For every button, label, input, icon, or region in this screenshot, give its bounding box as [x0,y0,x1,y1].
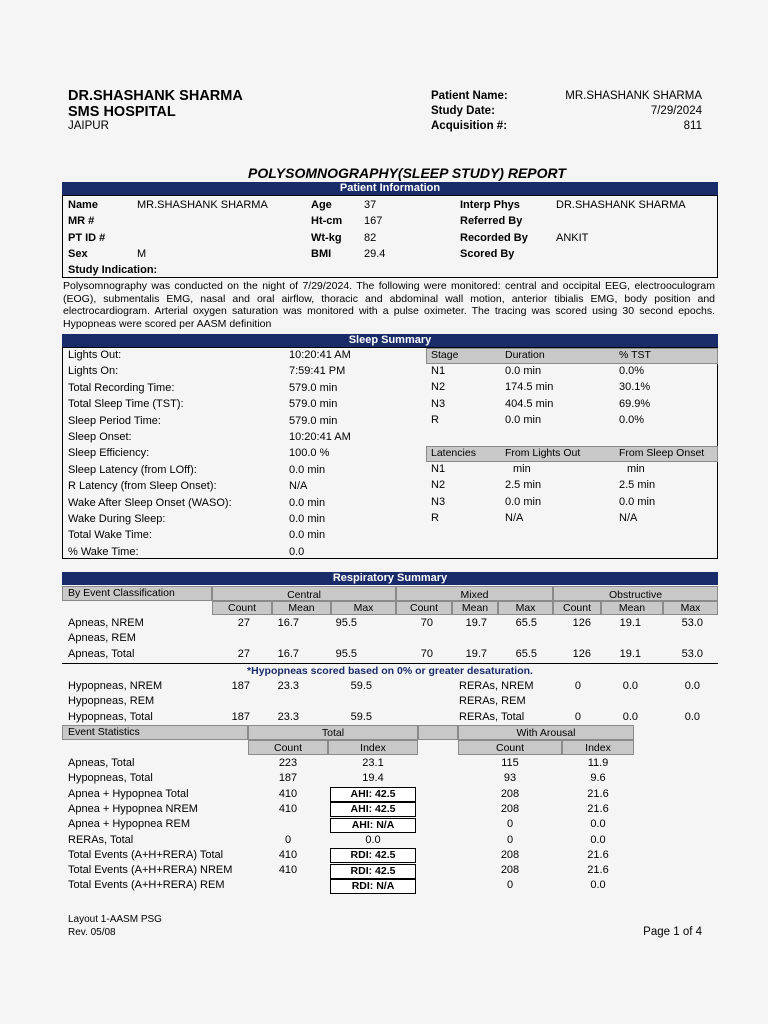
hypopnea-cell: 23.3 [277,680,299,692]
event-subheader: Count [396,601,452,615]
arousal-index-header: Index [562,740,634,755]
stat-count: 223 [278,757,298,769]
sleep-metric-label: Sleep Period Time: [68,414,161,427]
interp-value: DR.SHASHANK SHARMA [556,199,686,211]
arousal-index: 0.0 [590,818,606,831]
stat-row-label: Apnea + Hypopnea NREM [68,802,198,815]
stat-count: 410 [278,787,298,800]
wt-value: 82 [364,232,377,244]
study-narrative: Polysomnography was conducted on the night of 7/29/2024. The following were monitored: central and occipital EEG, electrooculogram (EOG), submentalis EMG, nasal and oral airflow, thoracic and abdominal wall motion, anterior tibialis EMG, body position and electrocardiogram. Arterial oxygen saturation was monitored with a pulse oximeter. The tracing was scored using 30 second epochs. Hypopneas were scored per AASM definition [63,280,715,330]
apnea-cell: 19.1 [619,647,641,660]
sleep-metric-label: Total Wake Time: [68,529,152,542]
arousal-count: 0 [506,879,514,892]
footer-layout: Layout 1-AASM PSG [68,914,162,925]
apnea-cell: 65.5 [515,617,537,629]
scored-label: Scored By [460,248,515,260]
wt-label: Wt-kg [311,232,342,244]
rera-row-label: RERAs, NREM [459,680,534,692]
latency-cell: min [513,463,531,475]
stage-cell: N3 [431,397,446,410]
stage-header: Duration [505,349,545,361]
arousal-index: 0.0 [590,833,606,846]
event-group-header: Obstructive [553,586,718,601]
apnea-row-label: Apneas, Total [68,647,135,660]
stage-cell: 0.0% [619,365,645,377]
referred-label: Referred By [460,215,523,227]
latency-header: From Sleep Onset [619,447,705,459]
patient-name-value: MR.SHASHANK SHARMA [565,90,702,102]
stat-row-label: Total Events (A+H+RERA) REM [68,879,225,892]
latency-cell: N2 [431,479,446,492]
sleep-metric-value: 0.0 [289,545,305,558]
event-subheader: Mean [452,601,498,615]
acquisition-label: Acquisition #: [431,120,508,132]
city: JAIPUR [68,120,109,132]
ptid-label: PT ID # [68,232,106,244]
sleep-metric-label: Total Recording Time: [68,381,175,394]
index-box: RDI: 42.5 [330,864,416,879]
apnea-cell: 95.5 [335,647,357,660]
apnea-cell: 65.5 [515,647,537,660]
sleep-metric-label: Sleep Efficiency: [68,447,150,460]
stage-cell: 404.5 min [505,397,554,410]
stage-cell: 0.0 min [505,365,542,377]
footer-rev: Rev. 05/08 [68,927,116,938]
page-number: Page 1 of 4 [643,926,702,938]
hypopnea-cell: 187 [231,710,250,723]
latency-cell: N3 [431,495,446,508]
rera-cell: 0 [574,680,581,692]
event-group-header: Mixed [396,586,553,601]
recorded-value: ANKIT [556,232,589,244]
arousal-index: 21.6 [587,864,609,877]
name-value: MR.SHASHANK SHARMA [137,199,268,211]
event-subheader: Count [212,601,272,615]
sleep-metric-value: 0.0 min [289,529,326,542]
respiratory-summary-bar: Respiratory Summary [62,572,718,585]
event-subheader: Max [331,601,396,615]
latency-cell: R [431,512,439,525]
sleep-metric-label: Sleep Latency (from LOff): [68,463,197,476]
rera-cell: 0 [574,710,581,723]
age-value: 37 [364,199,377,211]
stat-row-label: RERAs, Total [68,833,134,846]
apnea-cell: 19.1 [619,617,641,629]
apnea-cell: 70 [420,617,433,629]
index-header: Index [328,740,418,755]
latency-cell: min [627,463,645,475]
stat-index: 23.1 [362,757,384,769]
stat-row-label: Apnea + Hypopnea REM [68,818,190,831]
index-box: AHI: 42.5 [330,802,416,817]
acquisition-value: 811 [683,120,702,132]
stat-row-label: Hypopneas, Total [68,772,153,785]
stat-index: 19.4 [362,772,384,785]
stage-header-row [426,348,718,364]
stage-cell: 0.0 min [505,414,542,427]
interp-label: Interp Phys [460,199,520,211]
apnea-cell: 53.0 [681,647,703,660]
rera-row-label: RERAs, REM [459,695,526,708]
sleep-metric-label: Lights Out: [68,349,122,361]
count-header: Count [248,740,328,755]
apnea-row-label: Apneas, NREM [68,617,144,629]
arousal-count: 0 [506,833,514,846]
stat-row-label: Total Events (A+H+RERA) NREM [68,864,233,877]
total-header: Total [248,725,418,740]
rera-row-label: RERAs, Total [459,710,525,723]
rera-cell: 0.0 [684,710,700,723]
apnea-row-label: Apneas, REM [68,632,136,645]
divider-line [62,663,718,664]
stat-row-label: Total Events (A+H+RERA) Total [68,848,224,861]
stage-cell: 30.1% [619,381,651,394]
latency-cell: 2.5 min [619,479,656,492]
stage-header: % TST [619,349,651,361]
stage-cell: N2 [431,381,446,394]
apnea-cell: 16.7 [277,647,299,660]
stat-row-label: Apneas, Total [68,757,135,769]
spacer-header [418,725,458,740]
stat-count: 410 [278,848,298,861]
arousal-count: 208 [500,787,520,800]
sleep-metric-value: 7:59:41 PM [289,365,346,378]
arousal-index: 21.6 [587,848,609,861]
rera-cell: 0.0 [622,680,638,692]
arousal-count: 208 [500,848,520,861]
arousal-count-header: Count [458,740,562,755]
hypopnea-cell: 23.3 [277,710,299,723]
latency-cell: 0.0 min [505,495,542,508]
sleep-metric-label: Wake During Sleep: [68,513,166,525]
study-date-value: 7/29/2024 [650,105,702,117]
arousal-index: 11.9 [587,757,609,769]
mr-label: MR # [68,215,95,227]
stat-row-label: Apnea + Hypopnea Total [68,787,189,800]
name-label: Name [68,199,98,211]
report-title: POLYSOMNOGRAPHY(SLEEP STUDY) REPORT [248,165,566,181]
patient-name-label: Patient Name: [431,90,508,102]
latency-cell: N/A [619,512,638,525]
event-subheader: Count [553,601,601,615]
sleep-metric-value: 100.0 % [289,447,330,460]
latency-cell: 0.0 min [619,495,656,508]
hypopnea-note: *Hypopneas scored based on 0% or greater desaturation. [247,665,533,677]
latency-cell: N/A [505,512,524,525]
apnea-cell: 95.5 [335,617,357,629]
event-subheader: Mean [272,601,331,615]
stage-cell: 174.5 min [505,381,554,394]
event-group-header: Central [212,586,396,601]
arousal-index: 21.6 [587,802,609,815]
sleep-metric-value: 0.0 min [289,513,326,525]
stat-count: 410 [278,802,298,815]
index-box: AHI: N/A [330,818,416,833]
doctor-name: DR.SHASHANK SHARMA [68,88,243,104]
recorded-label: Recorded By [460,232,528,244]
event-subheader: Mean [601,601,663,615]
latency-cell: 2.5 min [505,479,542,492]
by-event-header: By Event Classification [62,586,212,601]
stat-count: 187 [278,772,298,785]
stage-cell: N1 [431,365,446,377]
stat-count: 0 [284,833,292,846]
sleep-metric-value: 579.0 min [289,414,338,427]
apnea-cell: 53.0 [681,617,703,629]
apnea-cell: 27 [237,617,250,629]
sleep-metric-value: 10:20:41 AM [289,349,351,361]
rera-cell: 0.0 [622,710,638,723]
sleep-metric-label: R Latency (from Sleep Onset): [68,480,217,493]
sleep-metric-value: 579.0 min [289,398,338,411]
sleep-metric-value: 579.0 min [289,381,338,394]
bmi-value: 29.4 [364,248,386,260]
sleep-metric-value: N/A [289,480,308,493]
stage-header: Stage [431,349,459,361]
arousal-count: 208 [500,864,520,877]
bmi-label: BMI [311,248,332,260]
stat-count: 410 [278,864,298,877]
arousal-index: 0.0 [590,879,606,892]
hypopnea-cell: 59.5 [350,680,372,692]
arousal-count: 115 [501,757,519,769]
age-label: Age [311,199,332,211]
arousal-count: 208 [500,802,520,815]
hypopnea-row-label: Hypopneas, REM [68,695,155,708]
sleep-metric-label: Lights On: [68,365,119,378]
event-subheader: Max [498,601,553,615]
sleep-metric-label: Total Sleep Time (TST): [68,398,184,411]
latency-cell: N1 [431,463,446,475]
sleep-metric-label: % Wake Time: [68,545,139,558]
event-subheader: Max [663,601,718,615]
stage-cell: R [431,414,439,427]
apnea-cell: 126 [572,617,591,629]
ht-label: Ht-cm [311,215,343,227]
hypopnea-row-label: Hypopneas, Total [68,710,153,723]
study-date-label: Study Date: [431,105,495,117]
sex-label: Sex [68,248,88,260]
arousal-count: 0 [506,818,514,831]
apnea-cell: 16.7 [277,617,299,629]
stage-cell: 69.9% [619,397,651,410]
sleep-metric-value: 0.0 min [289,496,326,509]
hypopnea-cell: 187 [231,680,250,692]
apnea-cell: 19.7 [465,617,487,629]
sleep-metric-value: 10:20:41 AM [289,431,351,443]
sleep-metric-label: Wake After Sleep Onset (WASO): [68,496,232,509]
sleep-metric-value: 0.0 min [289,463,326,476]
index-box: RDI: N/A [330,879,416,894]
arousal-index: 9.6 [590,772,606,785]
sex-value: M [137,248,147,260]
hospital-name: SMS HOSPITAL [68,104,176,120]
sleep-summary-bar: Sleep Summary [62,334,718,347]
arousal-header: With Arousal [458,725,634,740]
arousal-count: 93 [503,772,517,785]
apnea-cell: 27 [237,647,250,660]
apnea-cell: 126 [572,647,591,660]
arousal-index: 21.6 [587,787,609,800]
apnea-cell: 19.7 [465,647,487,660]
apnea-cell: 70 [420,647,433,660]
latency-header: From Lights Out [505,447,581,459]
patient-info-bar: Patient Information [62,182,718,195]
index-box: RDI: 42.5 [330,848,416,863]
stage-cell: 0.0% [619,414,645,427]
stat-index: 0.0 [365,833,381,846]
latency-header: Latencies [431,447,476,459]
ht-value: 167 [364,215,383,227]
sleep-metric-label: Sleep Onset: [68,431,132,443]
hypopnea-cell: 59.5 [350,710,372,723]
rera-cell: 0.0 [684,680,700,692]
event-stats-header: Event Statistics [62,725,248,740]
indication-label: Study Indication: [68,264,158,276]
index-box: AHI: 42.5 [330,787,416,802]
hypopnea-row-label: Hypopneas, NREM [68,680,163,692]
